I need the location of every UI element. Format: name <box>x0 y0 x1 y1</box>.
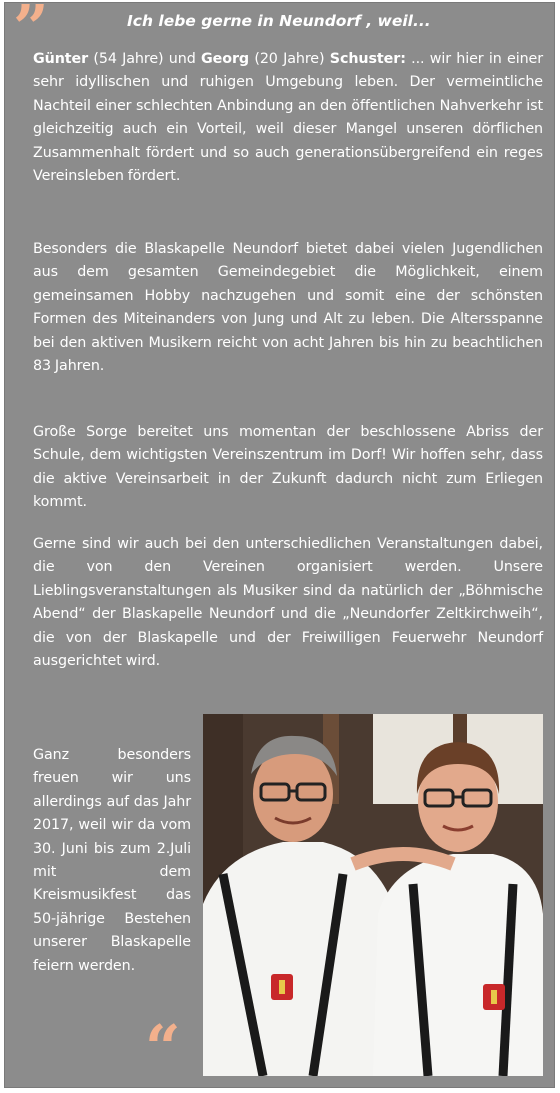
paragraph-veranstaltungen: Gerne sind wir auch bei den unterschiedlichen Veranstaltungen dabei, die von den Vereinen organisiert werden. Unsere Lieblingsveranstaltungen als Musiker sind da natürlich der „Böhmische Abend“ der Blaskapelle Neundorf und die „Neundorfer Zeltkirchweih“, die von der Blaskapelle und der Freiwilligen Feuerwehr Neundorf ausgerichtet wird. <box>33 536 543 670</box>
age-guenter: (54 Jahre) und <box>88 51 201 67</box>
age-georg: (20 Jahre) <box>249 51 330 67</box>
paragraph-blaskapelle: Besonders die Blaskapelle Neundorf bietet dabei vielen Jugendlichen aus dem gesamten Gemeindegebiet die Möglichkeit, einem gemeinsamen Hobby nachzugehen und somit eine der schönsten Formen des Miteinanders von Jung und Alt zu leben. Die Altersspanne bei den aktiven Musikern reicht von acht Jahren bis hin zu beachtlichen 83 Jahren. <box>33 241 543 375</box>
paragraph-kreismusikfest: Ganz besonders freuen wir uns allerdings auf das Jahr 2017, weil wir da vom 30. Juni bis zum 2.Juli mit dem Kreismusikfest das 50-jährige Bestehen unserer Blaskapelle feiern werden. <box>33 747 191 974</box>
headline: Ich lebe gerne in Neundorf , weil... <box>127 12 431 30</box>
intro-paragraph <box>33 48 543 188</box>
paragraph-schule: Große Sorge bereitet uns momentan der beschlossene Abriss der Schule, dem wichtigsten Vereinszentrum im Dorf! Wir hoffen sehr, dass die aktive Vereinsarbeit in der Zukunft dadurch nicht zum Erliegen kommt. <box>33 424 543 511</box>
surname: Schuster: <box>329 51 406 67</box>
closing-quote-icon: “ <box>145 1011 175 1084</box>
name-guenter: Günter <box>33 51 89 67</box>
opening-quote-icon: ” <box>13 0 43 64</box>
intro-text: ... wir hier in einer sehr idyllischen und ruhigen Umgebung leben. Der vermeintliche Nachteil einer schlechten Anbindung an den öffentlichen Nahverkehr ist gleichzeitig auch ein Vorteil, weil dieser Mangel unseren dörflichen Zusammenhalt fördert und so auch generationsübergreifend ein reges Vereinsleben fördert. <box>33 51 544 185</box>
photo-two-musicians <box>203 714 543 1076</box>
quote-box <box>4 2 555 1088</box>
name-georg: Georg <box>201 51 250 67</box>
